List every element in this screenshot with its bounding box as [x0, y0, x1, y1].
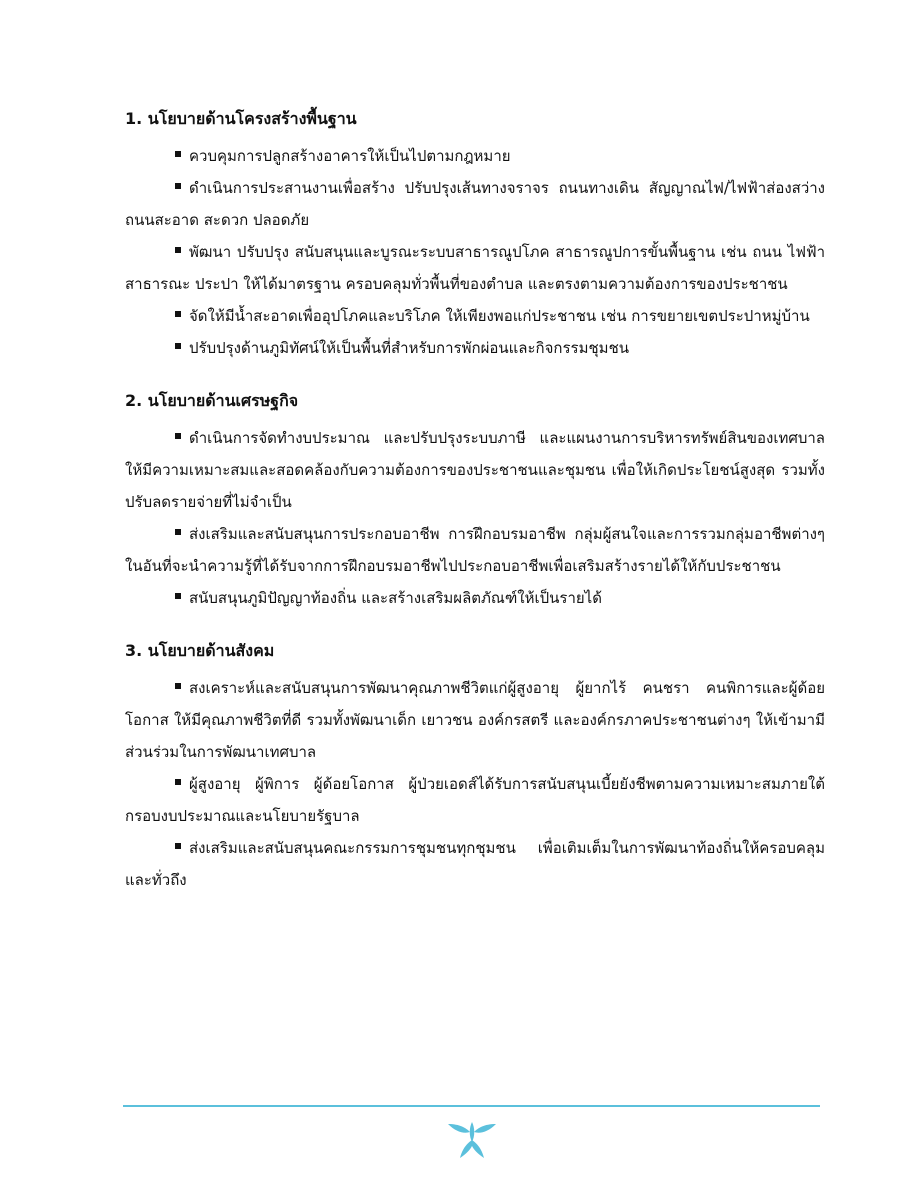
bullet-icon	[175, 247, 181, 253]
bullet-icon	[175, 183, 181, 189]
bullet-icon	[175, 683, 181, 689]
bullet-icon	[175, 529, 181, 535]
policy-content	[125, 104, 825, 918]
policy-item-text: ปรับปรุงด้านภูมิทัศน์ให้เป็นพื้นที่สำหรับการพักผ่อนและกิจกรรมชุมชน	[189, 339, 630, 357]
policy-item-text: ผู้สูงอายุ ผู้พิการ ผู้ด้อยโอกาส ผู้ป่วยเอดส์ได้รับการสนับสนุนเบี้ยยังชีพตามความเหมาะสมภายใต้กรอบงบประมาณและนโยบายรัฐบาล	[125, 775, 825, 825]
bullet-icon	[175, 151, 181, 157]
policy-item	[125, 672, 825, 768]
policy-item-text: ดำเนินการประสานงานเพื่อสร้าง ปรับปรุงเส้นทางจราจร ถนนทางเดิน สัญญาณไฟ/ไฟฟ้าส่องสว่าง ถนนสะอาด สะดวก ปลอดภัย	[125, 179, 825, 229]
policy-item	[125, 300, 825, 332]
policy-item-text: จัดให้มีน้ำสะอาดเพื่ออุปโภคและบริโภค ให้เพียงพอแก่ประชาชน เช่น การขยายเขตประปาหมู่บ้าน	[189, 307, 810, 325]
policy-item	[125, 332, 825, 364]
section-economy	[125, 386, 825, 614]
policy-item-text: สนับสนุนภูมิปัญญาท้องถิ่น และสร้างเสริมผลิตภัณฑ์ให้เป็นรายได้	[189, 589, 602, 607]
bullet-icon	[175, 843, 181, 849]
policy-item	[125, 518, 825, 582]
section-society	[125, 636, 825, 896]
policy-item	[125, 236, 825, 300]
policy-item-text: สงเคราะห์และสนับสนุนการพัฒนาคุณภาพชีวิตแก่ผู้สูงอายุ ผู้ยากไร้ คนชรา คนพิการและผู้ด้อยโอกาส ให้มีคุณภาพชีวิตที่ดี รวมทั้งพัฒนาเด็ก เยาวชน องค์กรสตรี และองค์กรภาคประชาชนต่างๆ ให้เข้ามามีส่วนร่วมในการพัฒนาเทศบาล	[125, 679, 825, 761]
section-heading: 1. นโยบายด้านโครงสร้างพื้นฐาน	[125, 109, 357, 128]
policy-item-text: พัฒนา ปรับปรุง สนับสนุนและบูรณะระบบสาธารณูปโภค สาธารณูปการขั้นพื้นฐาน เช่น ถนน ไฟฟ้าสาธารณะ ประปา ให้ได้มาตรฐาน ครอบคลุมทั่วพื้นที่ของตำบล และตรงตามความต้องการของประชาชน	[125, 243, 825, 293]
bullet-icon	[175, 343, 181, 349]
section-heading: 3. นโยบายด้านสังคม	[125, 641, 275, 660]
bullet-icon	[175, 779, 181, 785]
bird-logo-icon	[446, 1118, 498, 1160]
policy-item	[125, 140, 825, 172]
policy-item	[125, 422, 825, 518]
policy-item	[125, 832, 825, 896]
section-heading: 2. นโยบายด้านเศรษฐกิจ	[125, 391, 299, 410]
policy-item	[125, 582, 825, 614]
section-infrastructure	[125, 104, 825, 364]
policy-item-text: ดำเนินการจัดทำงบประมาณ และปรับปรุงระบบภาษี และแผนงานการบริหารทรัพย์สินของเทศบาล ให้มีความเหมาะสมและสอดคล้องกับความต้องการของประชาชนและชุมชน เพื่อให้เกิดประโยชน์สูงสุด รวมทั้งปรับลดรายจ่ายที่ไม่จำเป็น	[125, 429, 825, 511]
policy-item	[125, 172, 825, 236]
policy-item	[125, 768, 825, 832]
bullet-icon	[175, 433, 181, 439]
policy-item-text: ควบคุมการปลูกสร้างอาคารให้เป็นไปตามกฎหมาย	[189, 147, 511, 165]
bullet-icon	[175, 593, 181, 599]
policy-item-text: ส่งเสริมและสนับสนุนการประกอบอาชีพ การฝึกอบรมอาชีพ กลุ่มผู้สนใจและการรวมกลุ่มอาชีพต่างๆ ในอันที่จะนำความรู้ที่ได้รับจากการฝึกอบรมอาชีพไปประกอบอาชีพเพื่อเสริมสร้างรายได้ให้กับประชาชน	[125, 525, 825, 575]
bullet-icon	[175, 311, 181, 317]
policy-item-text: ส่งเสริมและสนับสนุนคณะกรรมการชุมชนทุกชุมชน เพื่อเติมเต็มในการพัฒนาท้องถิ่นให้ครอบคลุมและทั่วถึง	[125, 839, 825, 889]
footer-divider	[123, 1105, 820, 1107]
